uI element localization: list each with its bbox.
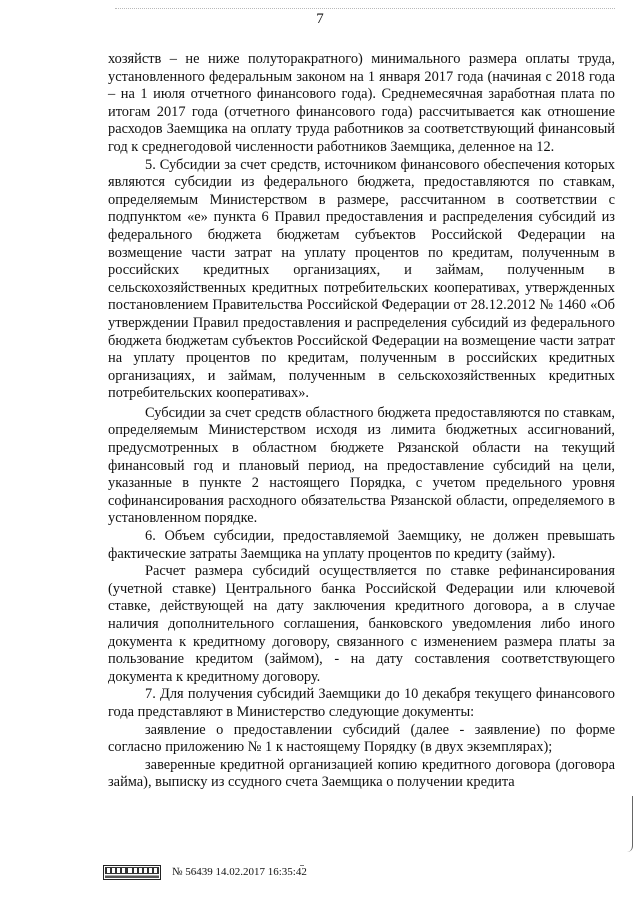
registry-stamp-icon	[103, 865, 161, 880]
paragraph-application: заявление о предоставлении субсидий (далее - заявление) по форме согласно приложению № 1 к настоящему Порядку (в двух экземплярах);	[108, 721, 615, 756]
page-number: 7	[316, 11, 324, 27]
document-number: № 56439	[172, 866, 213, 878]
paragraph-item-5: 5. Субсидии за счет средств, источником финансового обеспечения которых являются субсидии из федерального бюджета, предоставляются по ставкам, определяемым Министерством в размере, рассчитанном в соответствии с подпунктом «е» пункта 6 Правил предоставления и распределения субсидий из федерального бюджета бюджетам субъектов Российской Федерации на возмещение части затрат на уплату процентов по кредитам, полученным в российских кредитных организациях, и займам, полученным в сельскохозяйственных кредитных потребительских кооперативах, утвержденных постановлением Правительства Российской Федерации от 28.12.2012 № 1460 «Об утверждении Правил предоставления и распределения субсидий из федерального бюджета бюджетам субъектов Российской Федерации на возмещение части затрат на уплату процентов по кредитам, полученным в российских кредитных организациях, и займам, полученным в сельскохозяйственных кредитных потребительских кооперативах».	[108, 156, 615, 402]
document-footer	[103, 862, 523, 884]
document-datetime: 14.02.2017 16:35:42	[215, 866, 307, 878]
document-body	[108, 51, 615, 792]
paragraph-1-continuation: хозяйств – не ниже полуторакратного) минимального размера оплаты труда, установленного федеральным законом на 1 января 2017 года (начиная с 2018 года – на 1 июля отчетного финансового года). Среднемесячная заработная плата по итогам 2017 года (отчетного финансового года) рассчитывается как отношение расходов Заемщика на оплату труда работников за соответствующий финансовый год к среднегодовой численности работников Заемщика, деленное на 12.	[108, 51, 615, 155]
margin-bracket-mark	[626, 796, 633, 852]
paragraph-certified-copies: заверенные кредитной организацией копию кредитного договора (договора займа), выписку из ссудного счета Заемщика о получении кредита	[108, 756, 615, 791]
paragraph-item-7: 7. Для получения субсидий Заемщики до 10 декабря текущего финансового года представляют в Министерство следующие документы:	[108, 686, 615, 720]
footer-stamp-text	[172, 865, 307, 879]
paragraph-regional-subsidies: Субсидии за счет средств областного бюджета предоставляются по ставкам, определяемым Министерством исходя из лимита бюджетных ассигнований, предусмотренных в областном бюджете Рязанской области на текущий финансовый год и плановый период, на предоставление субсидий на цели, указанные в пункте 2 настоящего Порядка, с учетом предельного уровня софинансирования расходного обязательства Рязанской области, определяемого в установленном порядке.	[108, 404, 615, 527]
paragraph-item-6: 6. Объем субсидии, предоставляемой Заемщику, не должен превышать фактические затраты Заемщика на уплату процентов по кредиту (займу).	[108, 528, 615, 562]
paragraph-calculation: Расчет размера субсидий осуществляется по ставке рефинансирования (учетной ставке) Центрального банка Российской Федерации или ключевой ставке, действующей на дату заключения кредитного договора, а в случае наличия дополнительного соглашения, банковского уведомления либо иного документа к кредитному договору, связанного с изменением размера платы за пользование кредитом (займом), - на дату составления соответствующего документа к кредитному договору.	[108, 563, 615, 685]
